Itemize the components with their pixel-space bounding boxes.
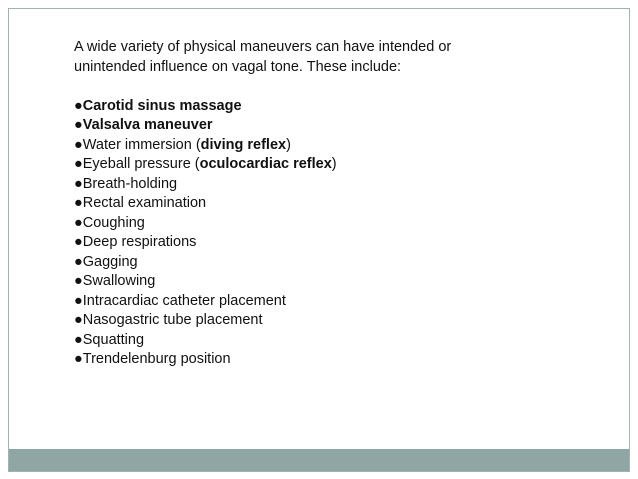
list-item — [74, 331, 554, 351]
bullet-icon: ● — [74, 195, 83, 211]
intro-line-1: A wide variety of physical maneuvers can have intended or — [74, 39, 452, 55]
item-text: Coughing — [82, 214, 145, 231]
bullet-icon: ● — [74, 175, 83, 192]
list-item — [74, 116, 554, 136]
list-item — [74, 292, 554, 312]
item-text: Rectal examination — [82, 195, 207, 211]
intro-paragraph — [74, 38, 554, 77]
item-text: Breath-holding — [82, 175, 178, 192]
list-item — [74, 350, 554, 370]
bullet-icon: ● — [74, 214, 83, 231]
list-item — [74, 175, 554, 195]
bullet-icon: ● — [74, 351, 83, 367]
bullet-icon: ● — [74, 136, 83, 153]
item-text: Deep respirations — [82, 234, 197, 250]
list-item — [74, 272, 554, 292]
bullet-icon: ● — [74, 292, 83, 309]
item-text: Trendelenburg position — [82, 351, 231, 367]
item-bold-text: Valsalva maneuver — [82, 117, 213, 133]
bullet-icon: ● — [74, 253, 83, 270]
list-item — [74, 194, 554, 214]
item-text: Eyeball pressure ( — [82, 156, 200, 172]
list-item — [74, 97, 554, 117]
item-bold-text: oculocardiac reflex — [199, 156, 332, 172]
item-text: Nasogastric tube placement — [82, 312, 263, 328]
list-item — [74, 214, 554, 234]
item-text-suffix: ) — [331, 156, 337, 172]
item-text: Squatting — [82, 331, 145, 348]
bullet-icon: ● — [74, 97, 83, 114]
list-item — [74, 136, 554, 156]
list-item — [74, 233, 554, 253]
bullet-icon: ● — [74, 117, 83, 133]
list-item — [74, 311, 554, 331]
slide-content — [74, 38, 554, 370]
maneuver-list — [74, 97, 554, 370]
item-text-suffix: ) — [286, 136, 291, 153]
bullet-icon: ● — [74, 156, 83, 172]
item-text: Swallowing — [82, 273, 156, 289]
bullet-icon: ● — [74, 312, 83, 328]
intro-line-2: unintended influence on vagal tone. These include: — [74, 58, 402, 75]
item-text: Water immersion ( — [82, 136, 201, 153]
item-bold-text: Carotid sinus massage — [82, 97, 242, 114]
item-text: Intracardiac catheter placement — [82, 292, 286, 309]
item-text: Gagging — [82, 253, 138, 270]
list-item — [74, 253, 554, 273]
bullet-icon: ● — [74, 331, 83, 348]
bullet-icon: ● — [74, 234, 83, 250]
bullet-icon: ● — [74, 273, 83, 289]
item-bold-text: diving reflex — [200, 136, 287, 153]
bottom-accent-bar — [9, 449, 629, 471]
list-item — [74, 155, 554, 175]
